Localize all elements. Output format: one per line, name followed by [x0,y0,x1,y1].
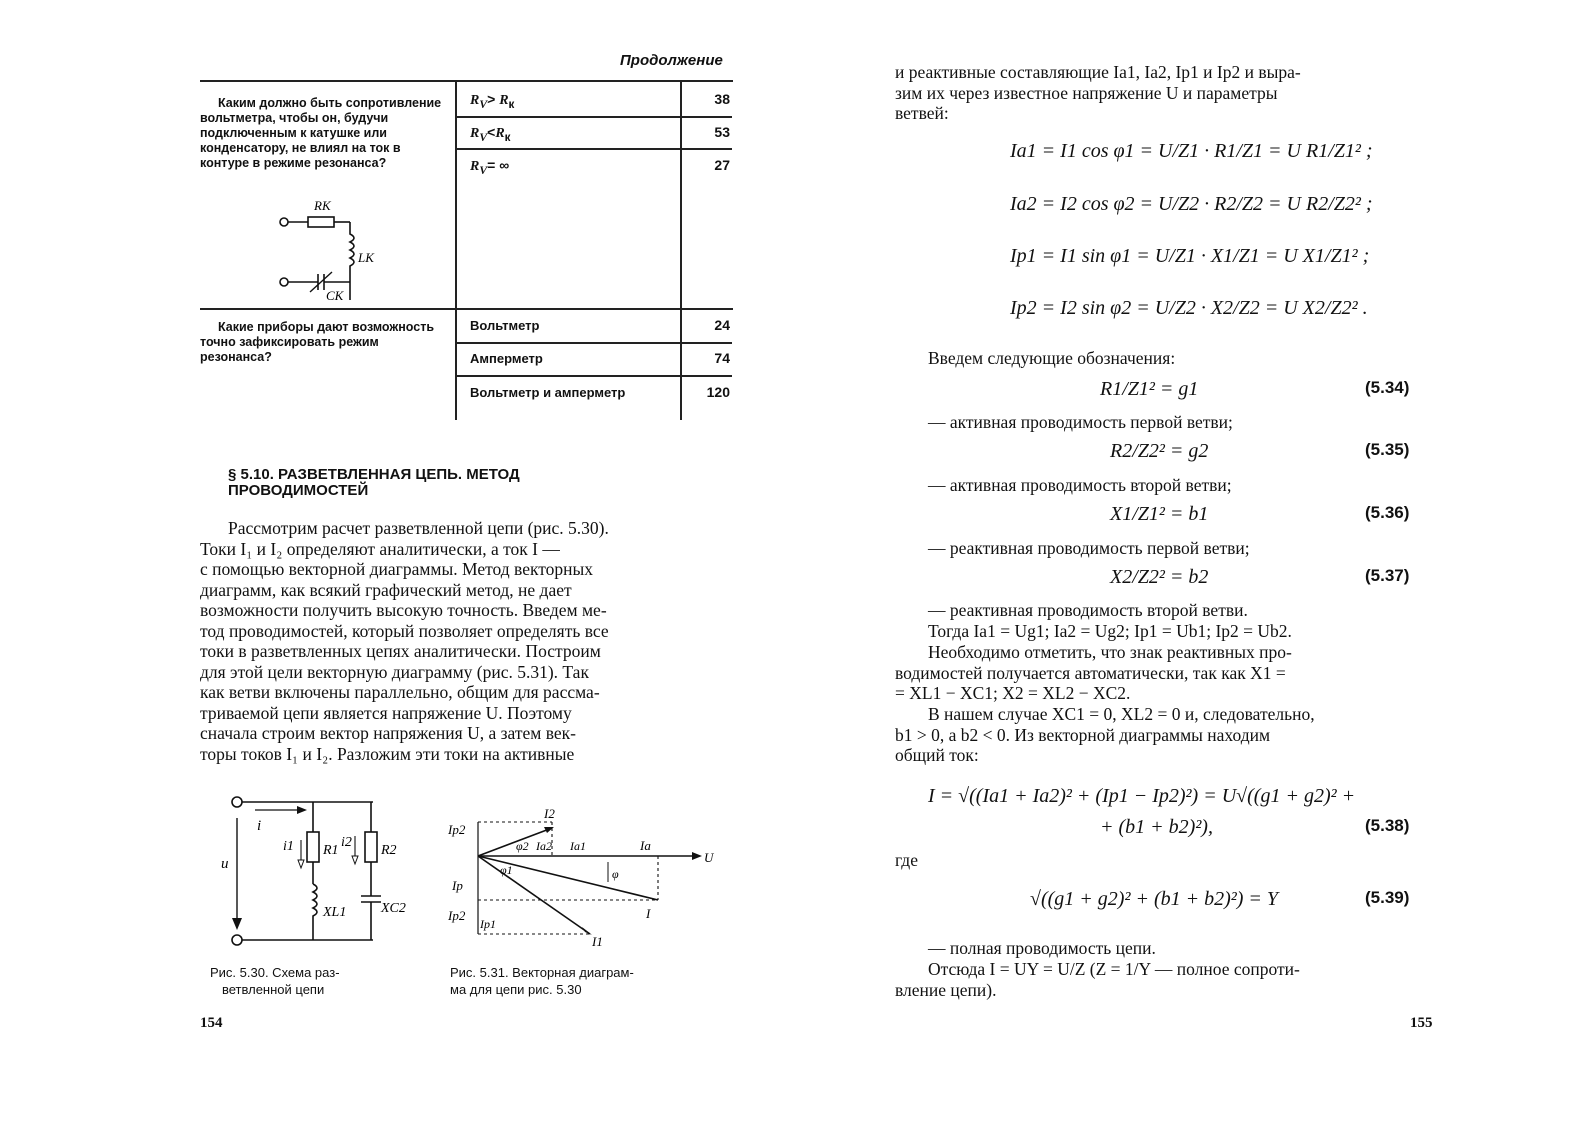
def-desc-537: — реактивная проводимость второй ветви. [928,600,1248,620]
answer-option: Вольтметр и амперметр [470,385,626,400]
section-heading [228,467,520,499]
page-number-left: 154 [200,1015,223,1031]
label-vec-u: U [704,850,714,865]
formula-ip2: Ip2 = I2 sin φ2 = U/Z2 · X2/Z2 = U X2/Z2² . [1010,297,1368,319]
body-line: Рассмотрим расчет разветвленной цепи (рис. 5.30). [228,518,609,538]
intro-paragraph [895,62,1425,124]
body-line: токи в разветвленных цепях аналитически. Построим [200,641,601,661]
def-desc-536: — реактивная проводимость первой ветви; [928,538,1250,558]
body-line: как ветви включены параллельно, общим для рассма- [200,682,600,702]
label-vec-ip: Ip [452,878,463,893]
label-u: u [221,856,229,872]
label-vec-i: I [646,906,651,921]
section-heading-line-2: ПРОВОДИМОСТЕЙ [228,482,369,499]
label-i: i [257,818,262,834]
eq-number-538: (5.38) [1365,816,1410,835]
body-line: водимостей получается автоматически, так как X1 = [895,662,1286,683]
def-desc-535: — активная проводимость второй ветви; [928,475,1232,495]
full-conductance-line: — полная проводимость цепи. [928,938,1156,958]
label-lk: LK [358,250,374,265]
fig-5-31-vector-diagram [440,800,720,960]
formula-ia1: Ia1 = I1 cos φ1 = U/Z1 · R1/Z1 = U R1/Z1² ; [1010,140,1373,162]
body-line: триваемой цепи является напряжение U. Поэтому [200,702,572,723]
fig-5-31-caption [450,964,710,998]
fig-5-30-circuit [215,788,415,958]
body-line: ветвей: [895,103,949,123]
label-r2: R2 [381,843,397,858]
answer-code: 38 [714,91,730,107]
then-line: Тогда Ia1 = Ug1; Ia2 = Ug2; Ip1 = Ub1; Ip2 = Ub2. [928,621,1292,641]
body-line: b1 > 0, a b2 < 0. Из векторной диаграммы находим [895,724,1271,745]
answer-code: 53 [714,124,730,140]
label-vec-ip2: Ip2 [448,822,466,837]
eq-number-539: (5.39) [1365,888,1410,907]
answer-code: 24 [714,317,730,333]
answer-option: Амперметр [470,351,543,366]
table-row-rule [456,148,732,150]
label-vec-phi: φ [612,867,619,881]
eq-number-534: (5.34) [1365,378,1410,397]
page-number-right: 155 [1410,1015,1433,1031]
body-line: В нашем случае XC1 = 0, XL2 = 0 и, следовательно, [928,704,1315,724]
caption-line: ма для цепи рис. 5.30 [450,982,582,997]
case-paragraph [895,704,1425,766]
def-formula-537: X2/Z2² = b2 [1110,566,1209,588]
def-desc-534: — активная проводимость первой ветви; [928,412,1233,432]
final-line-1: Отсюда I = UY = U/Z (Z = 1/Y — полное сопроти- [928,959,1300,979]
answer-code: 74 [714,350,730,366]
label-vec-ia: Ia [640,838,651,853]
label-vec-ip1: Ip1 [480,917,496,931]
label-vec-phi2: φ2 [516,839,529,853]
body-line: тод проводимостей, который позволяет определять все [200,620,609,641]
final-line-2: вление цепи). [895,980,997,1000]
caption-line: ветвленной цепи [222,982,325,997]
caption-line: Рис. 5.30. Схема раз- [210,965,340,980]
answer-option: $R_V=$ ∞ [470,157,510,177]
formula-ip1: Ip1 = I1 sin φ1 = U/Z1 · X1/Z1 = U X1/Z1² ; [1010,245,1370,267]
label-vec-i1: I1 [592,934,603,949]
eq-538-line-1: I = √((Ia1 + Ia2)² + (Ip1 − Ip2)²) = U√((g1 + g2)² + [928,785,1356,807]
answer-option: $R_V<R_к$ [470,124,511,144]
body-line: диаграмм, как всякий графический метод, не дает [200,579,572,600]
eq-538-line-2: + (b1 + b2)²), [1100,816,1213,838]
body-line: для этой цели векторную диаграмму (рис. 5.31). Так [200,661,589,682]
body-line: зим их через известное напряжение U и параметры [895,82,1278,103]
section-heading-line-1: § 5.10. РАЗВЕТВЛЕННАЯ ЦЕПЬ. МЕТОД [228,466,520,483]
label-i2: i2 [341,835,352,850]
body-line: торы токов I₁ и I₂. Разложим эти токи на активные [200,743,575,764]
label-vec-ia1: Ia1 [570,839,586,853]
table-col-divider-1 [455,80,457,420]
table-col-divider-2 [680,80,682,420]
label-vec-ia2: Ia2 [536,839,552,853]
table-row-rule [200,308,733,310]
fig-5-30-caption [210,964,410,998]
answer-option: $R_V> R_к$ [470,91,515,111]
body-line: сначала строим вектор напряжения U, а затем век- [200,723,576,743]
caption-line: Рис. 5.31. Векторная диаграм- [450,965,634,980]
label-vec-phi1: φ1 [500,863,513,877]
def-formula-536: X1/Z1² = b1 [1110,503,1209,525]
eq-number-535: (5.35) [1365,440,1410,459]
answer-code: 120 [706,384,730,400]
table-top-rule [200,80,733,82]
notation-intro: Введем следующие обозначения: [928,348,1176,368]
answer-option: Вольтметр [470,318,540,333]
label-vec-ip2b: Ip2 [448,908,466,923]
table-row-rule [456,116,732,118]
label-rk: RK [314,198,331,213]
body-line: и реактивные составляющие Ia1, Ia2, Ip1 и Ip2 и выра- [895,62,1301,82]
eq-number-537: (5.37) [1365,566,1410,585]
body-line: = XL1 − XC1; X2 = XL2 − XC2. [895,683,1131,703]
label-xc2: XC2 [381,901,406,916]
answer-code: 27 [714,157,730,173]
table-row-rule [456,375,732,377]
table-question-2: Какие приборы дают возможность точно зафиксировать режим резонанса? [200,320,435,364]
body-line: с помощью векторной диаграммы. Метод векторных [200,559,594,579]
formula-ia2: Ia2 = I2 cos φ2 = U/Z2 · R2/Z2 = U R2/Z2² ; [1010,193,1373,215]
def-formula-535: R2/Z2² = g2 [1110,440,1209,462]
where-word: где [895,850,918,870]
body-line: Токи I₁ и I₂ определяют аналитически, а ток I — [200,538,560,559]
rlc-circuit-figure [270,190,400,300]
body-paragraph [200,518,728,764]
eq-number-536: (5.36) [1365,503,1410,522]
body-line: Необходимо отметить, что знак реактивных про- [928,642,1292,662]
continuation-label: Продолжение [620,52,723,69]
label-xl1: XL1 [323,905,347,920]
label-r1: R1 [323,843,339,858]
label-i1: i1 [283,839,294,854]
sign-paragraph [895,642,1425,704]
label-ck: CK [326,288,344,300]
body-line: возможности получить высокую точность. Введем ме- [200,600,607,620]
eq-539: √((g1 + g2)² + (b1 + b2)²) = Y [1030,888,1279,910]
def-formula-534: R1/Z1² = g1 [1100,378,1199,400]
label-vec-i2: I2 [544,806,555,821]
body-line: общий ток: [895,745,979,765]
table-question-1: Каким должно быть сопротивление вольтметра, чтобы он, будучи подключенным к катушке или конденсатору, не влиял на ток в контуре в режиме резонанса? [200,96,442,170]
table-row-rule [456,342,732,344]
